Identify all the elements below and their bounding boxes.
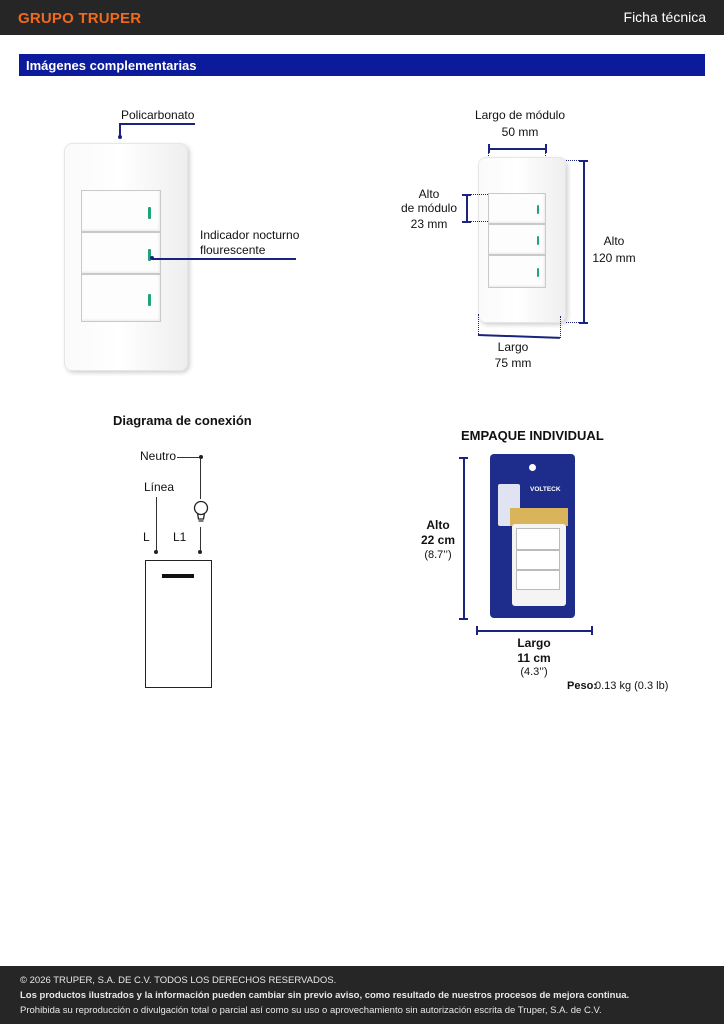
line-label: Línea	[144, 480, 175, 494]
package-height-value: 22 cm	[420, 533, 456, 547]
package-height-dimension-line	[463, 457, 465, 619]
package-height-label: Alto	[426, 518, 450, 532]
indicator-leader-line	[152, 258, 296, 260]
footer-copyright: © 2026 TRUPER, S.A. DE C.V. TODOS LOS DERECHOS RESERVADOS.	[20, 975, 337, 986]
package-brand: VOLTECK	[530, 486, 561, 493]
switch-lever	[162, 574, 194, 578]
terminal-l-label: L	[143, 530, 150, 544]
indicator-led-icon	[537, 236, 539, 245]
package-height-imperial: (8.7’’)	[424, 549, 452, 561]
light-bulb-icon	[190, 497, 212, 527]
material-leader-line	[119, 123, 195, 125]
module-length-dimension-line	[488, 148, 546, 150]
terminal-l1-dot	[198, 550, 202, 554]
packaging-title: EMPAQUE INDIVIDUAL	[461, 428, 604, 443]
dimension-extension-line	[566, 322, 583, 323]
indicator-callout-line1: Indicador nocturno	[200, 228, 300, 242]
switch-rocker-3	[488, 255, 546, 288]
weight-label: Peso:	[567, 680, 597, 692]
package-product-window	[512, 524, 566, 606]
lamp-to-switch-wire	[200, 527, 201, 552]
neutral-label: Neutro	[140, 449, 177, 463]
package-length-dimension-line	[476, 630, 592, 632]
length-value: 75 mm	[494, 356, 532, 370]
switch-rocker-1	[488, 193, 546, 224]
indicator-led-icon	[537, 205, 539, 214]
switch-plate-image	[64, 143, 188, 371]
section-title: Imágenes complementarias	[26, 58, 197, 73]
dimension-extension-line	[478, 314, 479, 334]
package-length-label: Largo	[517, 636, 551, 650]
module-height-label-line2: de módulo	[400, 201, 458, 215]
indicator-led-icon	[537, 268, 539, 277]
switch-rocker-2	[488, 224, 546, 255]
switch-plate-image-small	[478, 157, 566, 323]
indicator-leader-dot	[150, 256, 154, 260]
module-length-value: 50 mm	[501, 125, 539, 139]
connection-diagram-title: Diagrama de conexión	[113, 413, 252, 428]
package-length-imperial: (4.3’’)	[520, 666, 548, 678]
module-length-label: Largo de módulo	[474, 108, 566, 122]
indicator-callout-line2: flourescente	[200, 243, 266, 257]
dimension-extension-line	[468, 221, 488, 222]
hang-hole	[529, 464, 536, 471]
package-rocker	[516, 550, 560, 570]
package-image	[490, 454, 575, 618]
weight-value: 0.13 kg (0.3 lb)	[595, 680, 669, 692]
module-height-dimension-line	[466, 194, 468, 222]
dimension-tick	[591, 626, 593, 635]
module-height-value: 23 mm	[410, 217, 448, 231]
section-header	[19, 54, 705, 76]
dimension-tick	[459, 457, 468, 459]
material-leader-dot	[118, 135, 122, 139]
package-rocker	[516, 570, 560, 590]
length-dimension-line	[478, 334, 560, 338]
dimension-extension-line	[468, 194, 488, 195]
package-rocker	[516, 528, 560, 550]
length-label: Largo	[497, 340, 529, 354]
material-callout: Policarbonato	[121, 108, 195, 122]
footer-notice: Los productos ilustrados y la información pueden cambiar sin previo aviso, como resultado de nuestros procesos de mejora continua.	[20, 990, 630, 1001]
height-value: 120 mm	[592, 251, 636, 265]
document-type: Ficha técnica	[623, 9, 706, 25]
height-label: Alto	[603, 234, 625, 248]
dimension-extension-line	[566, 160, 583, 161]
switch-rocker-1	[81, 190, 161, 232]
height-dimension-line	[583, 160, 585, 323]
footer	[0, 966, 724, 1024]
top-header-bar	[0, 0, 724, 35]
switch-box-diagram	[145, 560, 212, 688]
package-length-value: 11 cm	[517, 651, 551, 665]
module-height-label-line1: Alto	[418, 187, 440, 201]
dimension-tick	[476, 626, 478, 635]
indicator-led-icon	[148, 207, 151, 219]
dimension-extension-line	[560, 316, 561, 338]
terminal-l-dot	[154, 550, 158, 554]
dimension-tick	[459, 618, 468, 620]
switch-rocker-2	[81, 232, 161, 274]
footer-prohibition: Prohibida su reproducción o divulgación total o parcial así como su uso o aprovechamiento sin autorización escrita de Truper, S.A. de C.V.	[20, 1005, 602, 1016]
neutral-to-lamp-wire	[200, 459, 201, 499]
line-wire	[156, 497, 157, 552]
indicator-led-icon	[148, 294, 151, 306]
switch-rocker-3	[81, 274, 161, 322]
terminal-l1-label: L1	[173, 530, 187, 544]
truper-logo: GRUPO TRUPER	[18, 10, 142, 27]
